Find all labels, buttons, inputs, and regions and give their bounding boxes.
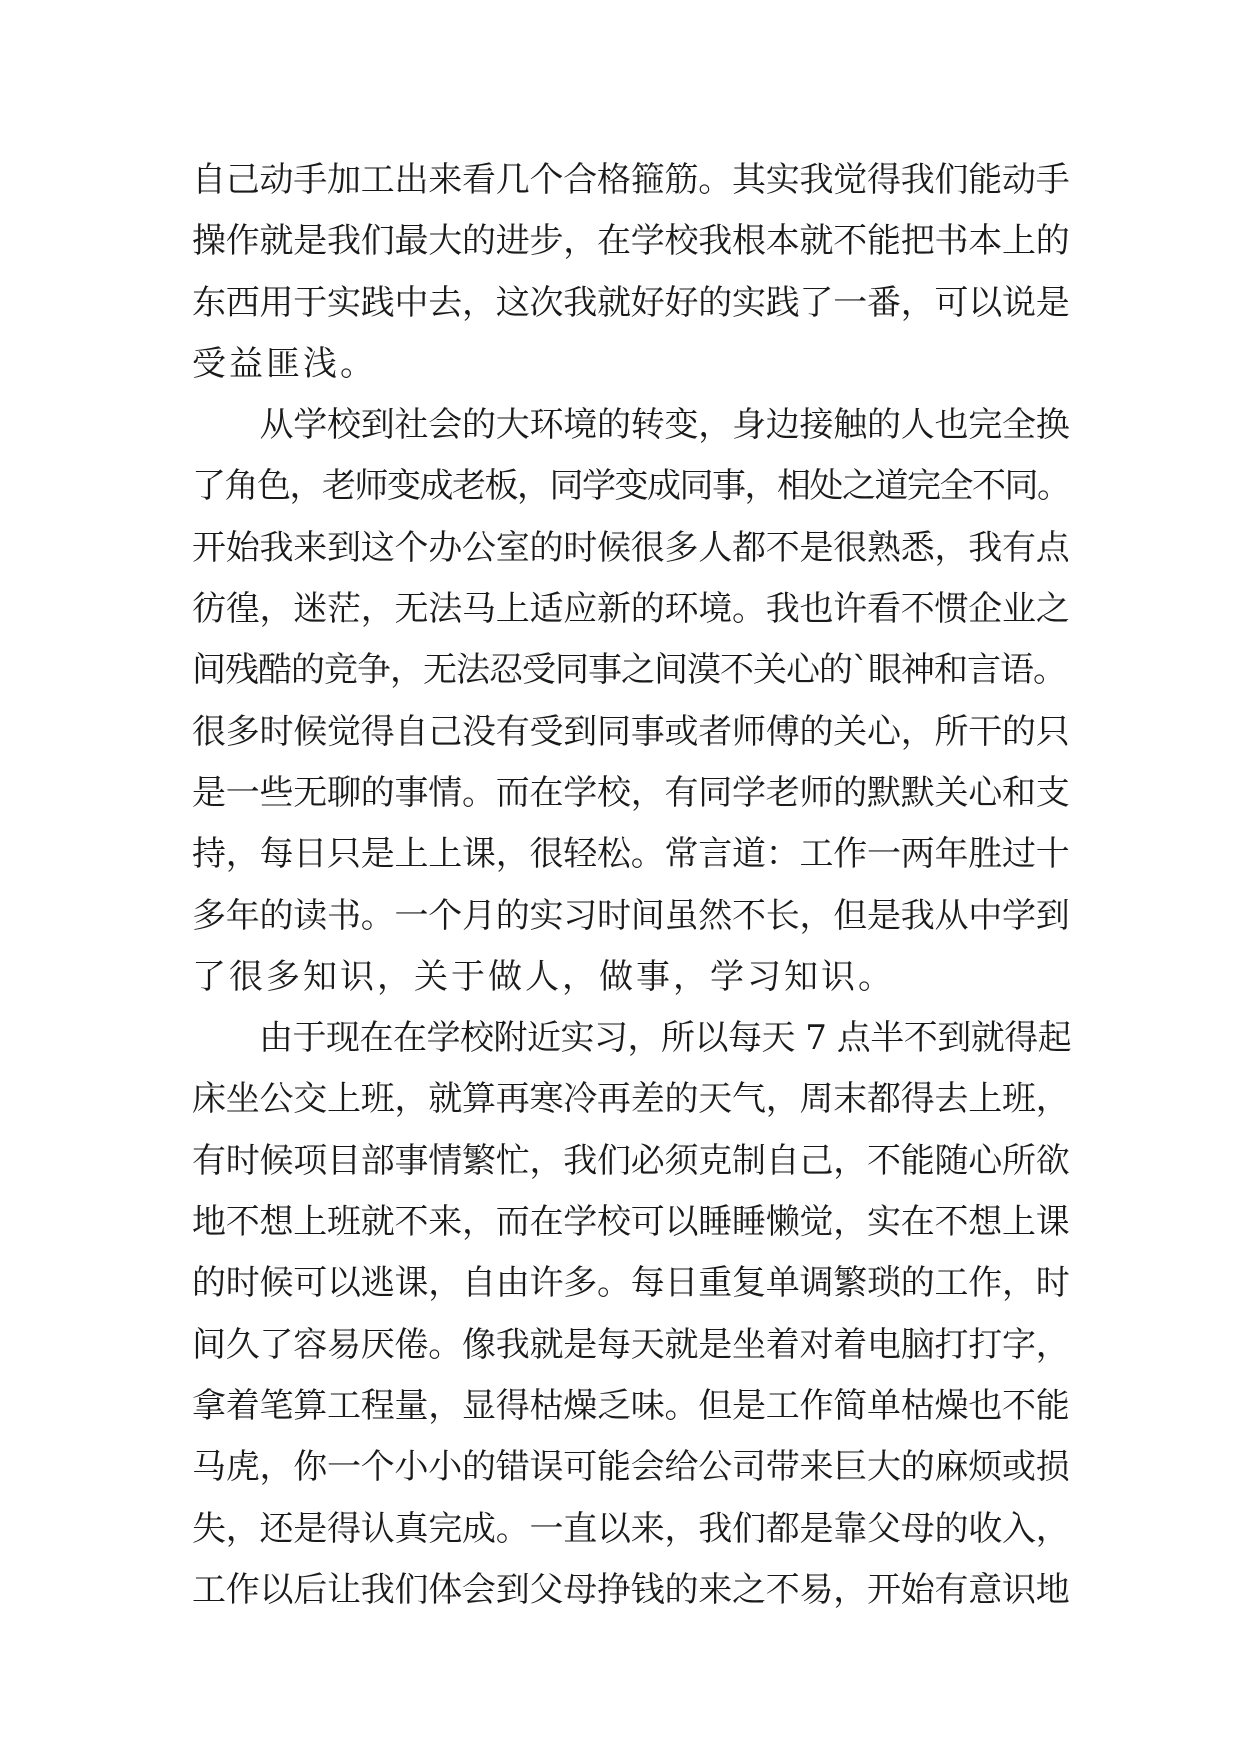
text-line: 地不想上班就不来，而在学校可以睡睡懒觉，实在不想上课 <box>192 1202 1070 1243</box>
text-line: 从学校到社会的大环境的转变，身边接触的人也完全换 <box>192 405 1070 446</box>
text-line: 很多时候觉得自己没有受到同事或者师傅的关心，所干的只 <box>192 711 1070 752</box>
text-line: 工作以后让我们体会到父母挣钱的来之不易，开始有意识地 <box>192 1569 1070 1610</box>
text-line: 受益匪浅。 <box>192 343 377 384</box>
text-line: 持，每日只是上上课，很轻松。常言道：工作一两年胜过十 <box>192 834 1070 875</box>
text-line: 了很多知识，关于做人，做事，学习知识。 <box>192 956 895 997</box>
text-line: 多年的读书。一个月的实习时间虽然不长，但是我从中学到 <box>192 895 1070 936</box>
text-line: 拿着笔算工程量，显得枯燥乏味。但是工作简单枯燥也不能 <box>192 1385 1070 1426</box>
text-line: 的时候可以逃课，自由许多。每日重复单调繁琐的工作，时 <box>192 1263 1070 1304</box>
text-line: 间残酷的竞争，无法忍受同事之间漠不关心的`眼神和言语。 <box>192 650 1066 691</box>
text-line: 操作就是我们最大的进步，在学校我根本就不能把书本上的 <box>192 221 1070 262</box>
text-line: 开始我来到这个办公室的时候很多人都不是很熟悉，我有点 <box>192 527 1070 568</box>
text-line: 有时候项目部事情繁忙，我们必须克制自己，不能随心所欲 <box>192 1140 1070 1181</box>
text-line: 马虎，你一个小小的错误可能会给公司带来巨大的麻烦或损 <box>192 1447 1070 1488</box>
text-line: 床坐公交上班，就算再寒冷再差的天气，周末都得去上班， <box>192 1079 1070 1120</box>
text-line: 失，还是得认真完成。一直以来，我们都是靠父母的收入， <box>192 1508 1070 1549</box>
body-text <box>192 150 1072 1621</box>
text-line: 东西用于实践中去，这次我就好好的实践了一番，可以说是 <box>192 282 1070 323</box>
text-line: 了角色，老师变成老板，同学变成同事，相处之道完全不同。 <box>192 466 1070 507</box>
text-line: 间久了容易厌倦。像我就是每天就是坐着对着电脑打打字， <box>192 1324 1070 1365</box>
text-line: 彷徨，迷茫，无法马上适应新的环境。我也许看不惯企业之 <box>192 589 1070 630</box>
text-line: 自己动手加工出来看几个合格箍筋。其实我觉得我们能动手 <box>192 160 1070 200</box>
text-line: 由于现在在学校附近实习，所以每天 7 点半不到就得起 <box>192 1018 1072 1059</box>
text-line: 是一些无聊的事情。而在学校，有同学老师的默默关心和支 <box>192 772 1070 813</box>
